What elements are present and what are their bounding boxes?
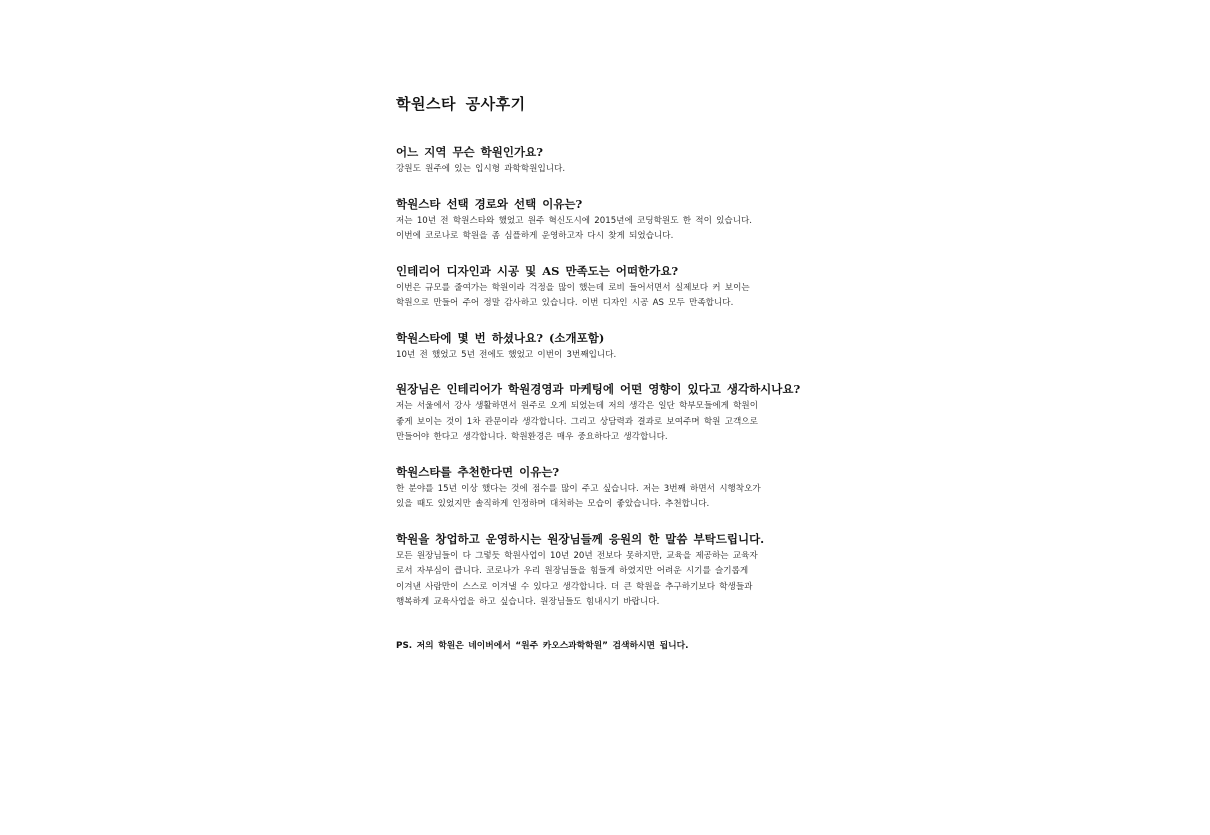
question-text: 어느 지역 무슨 학원인가요?: [396, 145, 543, 159]
answer-line: 학원으로 만들어 주어 정말 감사하고 있습니다. 이번 디자인 시공 AS 모두 만족합니다.: [396, 298, 734, 308]
question-text: 인테리어 디자인과 시공 및 AS 만족도는 어떠한가요?: [396, 263, 679, 278]
qa-item-interior-impact: [396, 381, 826, 446]
answer-line: 있을 때도 있었지만 솔직하게 인정하며 대처하는 모습이 좋았습니다. 추천합니다.: [396, 499, 710, 509]
qa-item-satisfaction: [396, 263, 826, 312]
document-title: 학원스타 공사후기: [396, 95, 526, 113]
answer-line: 행복하게 교육사업을 하고 싶습니다. 원장님들도 힘내시기 바랍니다.: [396, 597, 660, 607]
answer-text: [396, 162, 826, 178]
answer-line: 한 분야를 15년 이상 했다는 것에 점수를 많이 주고 싶습니다. 저는 3번째 하면서 시행착오가: [396, 483, 761, 494]
answer-line: 이번에 코로나로 학원을 좀 심플하게 운영하고자 다시 찾게 되었습니다.: [396, 231, 674, 241]
answer-line: 저는 10년 전 학원스타와 했었고 원주 혁신도시에 2015년에 코딩학원도 한 적이 있습니다.: [396, 215, 753, 226]
qa-item-times: [396, 330, 826, 364]
answer-line: 좋게 보이는 것이 1차 관문이라 생각합니다. 그리고 상담력과 결과로 보여주며 학원 고객으로: [396, 416, 758, 427]
question-text: 학원스타를 추천한다면 이유는?: [396, 464, 560, 479]
qa-item-encouragement: [396, 531, 826, 611]
answer-line: 저는 서울에서 강사 생활하면서 원주로 오게 되었는데 저의 생각은 일단 학부모들에게 학원이: [396, 401, 759, 411]
question-text: 학원스타에 몇 번 하셨나요? (소개포함): [396, 330, 605, 345]
answer-line: 10년 전 했었고 5년 전에도 했었고 이번이 3번째입니다.: [396, 349, 617, 360]
postscript-note: PS. 저의 학원은 네이버에서 “원주 카오스과학학원” 검색하시면 됩니다.: [396, 640, 689, 651]
answer-line: 이겨낸 사람만이 스스로 이겨낼 수 있다고 생각합니다. 더 큰 학원을 추구하기보다 학생들과: [396, 581, 753, 592]
answer-text: [396, 482, 826, 513]
answer-line: 로서 자부심이 큽니다. 코로나가 우리 원장님들을 힘들게 하였지만 어려운 시기를 슬기롭게: [396, 566, 749, 576]
answer-text: [396, 399, 826, 446]
answer-line: 이번은 규모를 줄여가는 학원이라 걱정을 많이 했는데 로비 들어서면서 실제보다 커 보이는: [396, 282, 750, 293]
document-content: [396, 94, 826, 653]
question-text: 학원을 창업하고 운영하시는 원장님들께 응원의 한 말씀 부탁드립니다.: [396, 531, 765, 546]
qa-item-selection-reason: [396, 196, 826, 245]
answer-text: [396, 348, 826, 364]
qa-item-location: [396, 144, 826, 178]
answer-text: [396, 281, 826, 312]
answer-line: 강원도 원주에 있는 입시형 과학학원입니다.: [396, 164, 566, 174]
answer-text: [396, 549, 826, 611]
answer-line: 만들어야 한다고 생각합니다. 학원환경은 매우 중요하다고 생각합니다.: [396, 432, 668, 442]
question-text: 학원스타 선택 경로와 선택 이유는?: [396, 196, 583, 211]
question-text: 원장님은 인테리어가 학원경영과 마케팅에 어떤 영향이 있다고 생각하시나요?: [396, 382, 801, 396]
answer-line: 모든 원장님들이 다 그렇듯 학원사업이 10년 20년 전보다 못하지만, 교육을 제공하는 교육자: [396, 550, 758, 561]
qa-item-recommendation: [396, 464, 826, 513]
answer-text: [396, 214, 826, 245]
